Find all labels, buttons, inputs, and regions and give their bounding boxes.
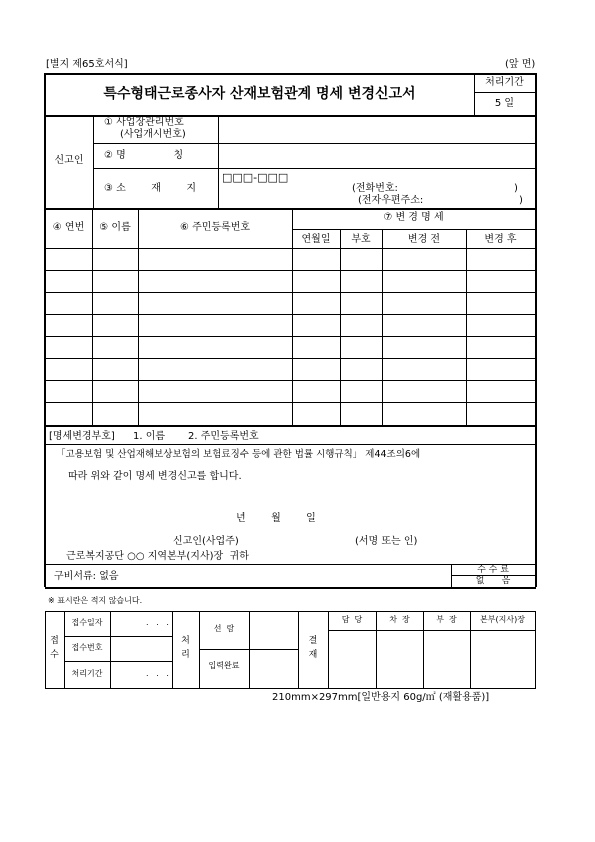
table-row xyxy=(45,270,536,271)
address-label: ③ 소 재 지 xyxy=(104,183,196,194)
phone-close: ) xyxy=(514,183,518,194)
deputy-label: 차 장 xyxy=(389,615,410,624)
staff-label: 담 당 xyxy=(341,615,363,624)
paper-size-spec: 210mm×297mm[일반용지 60g/㎡ (재활용품)] xyxy=(272,692,490,703)
col-before-header: 변경 전 xyxy=(407,234,441,245)
col-serial-header: ④ 연번 xyxy=(52,222,85,233)
declaration-line-1: 「고용보험 및 산업재해보상보험의 보험료징수 등에 관한 법률 시행규칙」 제44조의6에 xyxy=(56,449,421,460)
col-id-header: ⑥ 주민등록번호 xyxy=(179,222,251,233)
table-row xyxy=(45,248,536,249)
fee-value: 없 음 xyxy=(475,576,511,586)
omit-note: ※ 표시란은 적지 않습니다. xyxy=(48,596,143,605)
processing-period-label: 처리기간 xyxy=(485,77,524,88)
approval-label: 결 재 xyxy=(308,636,318,660)
col-code-header: 부호 xyxy=(351,234,371,245)
left-border xyxy=(44,73,46,431)
receipt-date-dots: . . . xyxy=(146,618,169,627)
receipt-label: 접 수 xyxy=(50,636,59,660)
right-border xyxy=(535,73,537,431)
table-row xyxy=(45,402,536,403)
change-code-item1: 1. 이름 xyxy=(133,431,166,442)
phone-label: (전화번호: xyxy=(352,183,398,194)
col-date-header: 연월일 xyxy=(301,234,331,245)
receipt-no-label: 접수번호 xyxy=(71,643,103,652)
name-label: ② 명 칭 xyxy=(104,150,184,161)
form-number: [별지 제65호서식] xyxy=(46,59,128,70)
reporter-section-label: 신고인 xyxy=(54,155,84,166)
process-period-label: 처리기간 xyxy=(71,669,103,678)
director-label: 본부(지사)장 xyxy=(480,615,525,624)
manager-label: 부 장 xyxy=(436,615,457,624)
signature-date: 년 월 일 xyxy=(236,513,316,524)
table-row xyxy=(45,314,536,315)
col-changes-header: ⑦ 변 경 명 세 xyxy=(383,212,444,223)
col-name-header: ⑤ 이름 xyxy=(99,222,131,233)
email-close: ) xyxy=(519,195,523,206)
receipt-date-label: 접수일자 xyxy=(71,618,103,627)
email-label: (전자우편주소: xyxy=(358,195,424,206)
table-row xyxy=(45,380,536,381)
declaration-line-2: 따라 위와 같이 명세 변경신고를 합니다. xyxy=(68,471,242,482)
required-documents: 구비서류: 없음 xyxy=(54,571,119,582)
top-border xyxy=(45,73,536,75)
processing-period-value: 5 일 xyxy=(494,98,515,109)
form-title: 특수형태근로종사자 산재보험관계 명세 변경신고서 xyxy=(103,86,416,102)
handling-label: 처 리 xyxy=(181,636,190,660)
page-side-label: (앞 면) xyxy=(505,59,536,70)
biz-no-sublabel: (사업개시번호) xyxy=(120,129,186,140)
input-done-label: 입력완료 xyxy=(208,661,240,670)
fee-label: 수 수 료 xyxy=(477,565,509,575)
biz-no-label: ① 사업장관리번호 xyxy=(104,117,184,128)
process-period-dots: . . . xyxy=(146,669,169,678)
change-code-label: [명세변경부호] xyxy=(49,431,115,442)
addressee: 근로복지공단 ○○ 지역본부(지사)장 귀하 xyxy=(66,551,249,562)
postcode-boxes[interactable]: □□□-□□□ xyxy=(222,171,289,184)
table-row xyxy=(45,358,536,359)
table-row xyxy=(45,336,536,337)
sign-note: (서명 또는 인) xyxy=(355,536,418,547)
signer-label: 신고인(사업주) xyxy=(173,536,239,547)
col-after-header: 변경 후 xyxy=(484,234,517,245)
table-row xyxy=(45,292,536,293)
change-code-item2: 2. 주민등록번호 xyxy=(188,431,259,442)
review-label: 선 람 xyxy=(213,624,235,633)
